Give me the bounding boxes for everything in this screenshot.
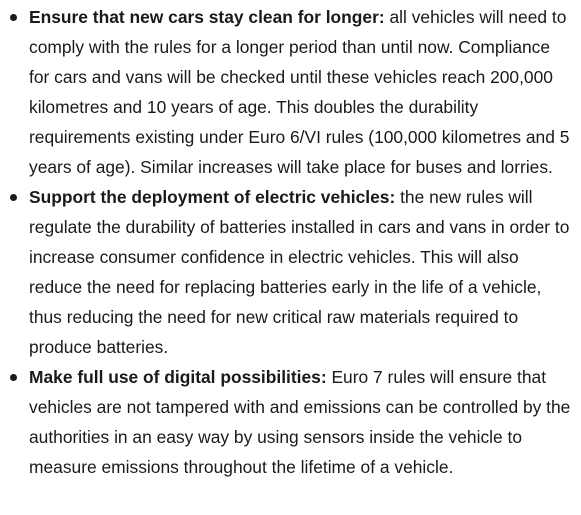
item-lead-text: Ensure that new cars stay clean for longer:: [29, 7, 385, 27]
item-body-text: Euro 7 rules will ensure that vehicles are not tampered with and emissions can be controlled by the authorities in an easy way by using sensors inside the vehicle to measure emissions throughout the lifetime of a vehicle.: [29, 367, 571, 477]
list-item: [0, 182, 581, 362]
item-lead-text: Support the deployment of electric vehicles:: [29, 187, 396, 207]
item-body-text: the new rules will regulate the durability of batteries installed in cars and vans in order to increase consumer confidence in electric vehicles. This will also reduce the need for replacing batteries early in the life of a vehicle, thus reducing the need for new critical raw materials required to produce batteries.: [29, 187, 570, 357]
list-item: [0, 2, 581, 182]
list-item: [0, 362, 581, 482]
bullet-list: [0, 2, 581, 482]
bullet-dot-icon: [10, 194, 17, 201]
bullet-dot-icon: [10, 14, 17, 21]
item-lead-text: Make full use of digital possibilities:: [29, 367, 327, 387]
bullet-dot-icon: [10, 374, 17, 381]
item-body-text: all vehicles will need to comply with the rules for a longer period than until now. Compliance for cars and vans will be checked until these vehicles reach 200,000 kilometres and 10 years of age. This doubles the durability requirements existing under Euro 6/VI rules (100,000 kilometres and 5 years of age). Similar increases will take place for buses and lorries.: [29, 7, 570, 177]
